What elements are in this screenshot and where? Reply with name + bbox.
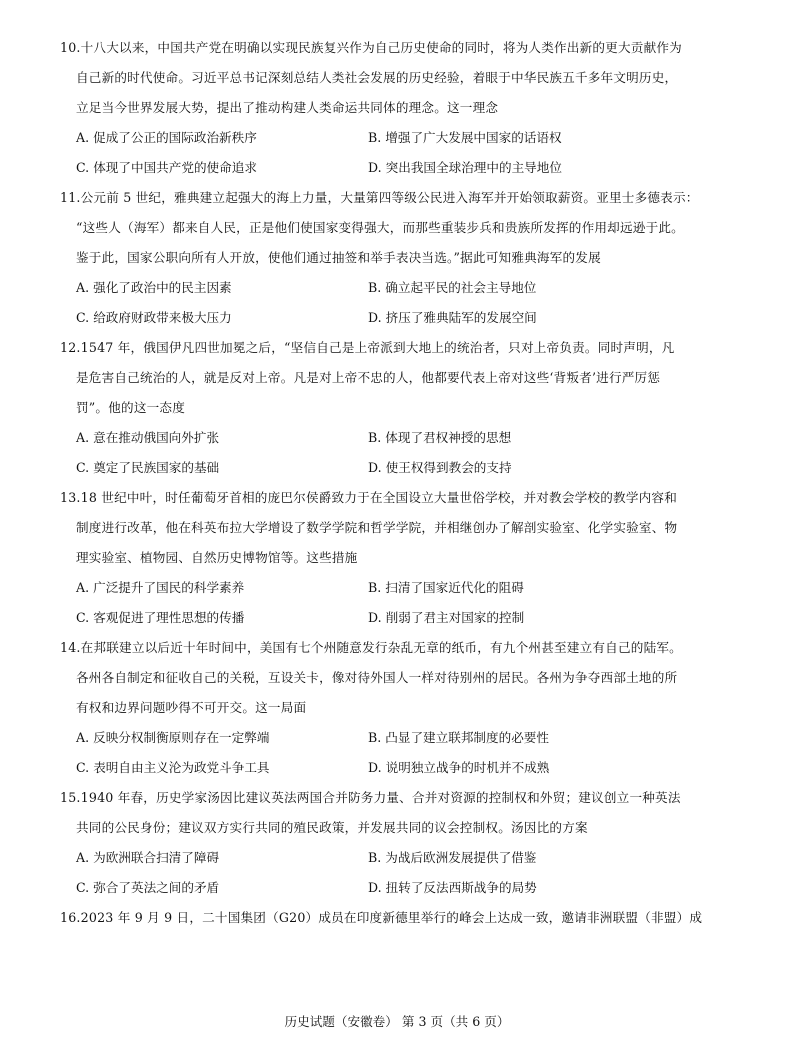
option-d[interactable]: D. 突出我国全球治理中的主导地位 — [368, 160, 562, 175]
option-d[interactable]: D. 挤压了雅典陆军的发展空间 — [368, 310, 537, 325]
question-line: 共同的公民身份；建议双方实行共同的殖民政策，并发展共同的议会控制权。汤因比的方案 — [76, 820, 588, 835]
option-b[interactable]: B. 增强了广大发展中国家的话语权 — [368, 130, 562, 145]
question-line: 1940 年春，历史学家汤因比建议英法两国合并防务力量、合并对资源的控制权和外贸；建议创立一种英法 — [80, 790, 681, 805]
option-b[interactable]: B. 体现了君权神授的思想 — [368, 430, 512, 445]
option-d[interactable]: D. 扭转了反法西斯战争的局势 — [368, 880, 537, 895]
question-line: 2023 年 9 月 9 日，二十国集团（G20）成员在印度新德里举行的峰会上达成一致，邀请非洲联盟（非盟）成 — [80, 910, 703, 925]
question-line: 理实验室、植物园、自然历史博物馆等。这些措施 — [76, 550, 358, 565]
question-line: 有权和边界问题吵得不可开交。这一局面 — [76, 700, 307, 715]
option-c[interactable]: C. 客观促进了理性思想的传播 — [76, 610, 245, 625]
option-c[interactable]: C. 给政府财政带来极大压力 — [76, 310, 232, 325]
option-a[interactable]: A. 强化了政治中的民主因素 — [76, 280, 232, 295]
question-line: 罚”。他的这一态度 — [76, 400, 185, 415]
question-line: 1547 年，俄国伊凡四世加冕之后，“坚信自己是上帝派到大地上的统治者，只对上帝负责。同时声明，凡 — [80, 340, 675, 355]
options — [60, 123, 740, 183]
question-12 — [60, 333, 740, 483]
question-15 — [60, 783, 740, 903]
option-c[interactable]: C. 表明自由主义沦为政党斗争工具 — [76, 760, 270, 775]
question-line: 公元前 5 世纪，雅典建立起强大的海上力量，大量第四等级公民进入海军并开始领取薪资。亚里士多德表示： — [80, 190, 699, 205]
question-14 — [60, 633, 740, 783]
options — [60, 273, 740, 333]
question-number: 12. — [60, 340, 81, 355]
question-16 — [60, 903, 740, 933]
option-d[interactable]: D. 说明独立战争的时机并不成熟 — [368, 760, 550, 775]
question-number: 15. — [60, 790, 81, 805]
option-b[interactable]: B. 确立起平民的社会主导地位 — [368, 280, 537, 295]
option-d[interactable]: D. 使王权得到教会的支持 — [368, 460, 512, 475]
question-line: 在邦联建立以后近十年时间中，美国有七个州随意发行杂乱无章的纸币，有九个州甚至建立有自己的陆军。 — [80, 640, 682, 655]
option-c[interactable]: C. 体现了中国共产党的使命追求 — [76, 160, 257, 175]
question-line: 立足当今世界发展大势，提出了推动构建人类命运共同体的理念。这一理念 — [76, 100, 499, 115]
option-d[interactable]: D. 削弱了君主对国家的控制 — [368, 610, 525, 625]
question-line: “这些人（海军）都来自人民，正是他们使国家变得强大，而那些重装步兵和贵族所发挥的作用却远逊于此。 — [76, 220, 684, 235]
question-line: 十八大以来，中国共产党在明确以实现民族复兴作为自己历史使命的同时，将为人类作出新的更大贡献作为 — [80, 40, 682, 55]
exam-page — [60, 33, 740, 933]
option-a[interactable]: A. 意在推动俄国向外扩张 — [76, 430, 220, 445]
question-11 — [60, 183, 740, 333]
option-c[interactable]: C. 奠定了民族国家的基础 — [76, 460, 220, 475]
question-number: 13. — [60, 490, 81, 505]
option-b[interactable]: B. 凸显了建立联邦制度的必要性 — [368, 730, 549, 745]
question-13 — [60, 483, 740, 633]
question-number: 10. — [60, 40, 81, 55]
question-number: 11. — [60, 190, 81, 205]
option-b[interactable]: B. 扫清了国家近代化的阻碍 — [368, 580, 524, 595]
option-c[interactable]: C. 弥合了英法之间的矛盾 — [76, 880, 220, 895]
option-a[interactable]: A. 反映分权制衡原则存在一定弊端 — [76, 730, 270, 745]
option-a[interactable]: A. 促成了公正的国际政治新秩序 — [76, 130, 257, 145]
options — [60, 573, 740, 633]
question-line: 各州各自制定和征收自己的关税，互设关卡，像对待外国人一样对待别州的居民。各州为争夺西部土地的所 — [76, 670, 678, 685]
options — [60, 843, 740, 903]
question-line: 制度进行改革，他在科英布拉大学增设了数学学院和哲学学院，并相继创办了解剖实验室、化学实验室、物 — [76, 520, 678, 535]
option-b[interactable]: B. 为战后欧洲发展提供了借鉴 — [368, 850, 537, 865]
question-number: 16. — [60, 910, 81, 925]
question-line: 是危害自己统治的人，就是反对上帝。凡是对上帝不忠的人，他都要代表上帝对这些‘背叛者’进行严厉惩 — [76, 370, 661, 385]
option-a[interactable]: A. 为欧洲联合扫清了障碍 — [76, 850, 220, 865]
question-line: 自己新的时代使命。习近平总书记深刻总结人类社会发展的历史经验，着眼于中华民族五千多年文明历史， — [76, 70, 678, 85]
options — [60, 723, 740, 783]
question-number: 14. — [60, 640, 81, 655]
question-line: 鉴于此，国家公职向所有人开放，使他们通过抽签和举手表决当选。”据此可知雅典海军的发展 — [76, 250, 601, 265]
options — [60, 423, 740, 483]
option-a[interactable]: A. 广泛提升了国民的科学素养 — [76, 580, 245, 595]
page-footer: 历史试题（安徽卷） 第 3 页（共 6 页） — [284, 1014, 510, 1029]
question-line: 18 世纪中叶，时任葡萄牙首相的庞巴尔侯爵致力于在全国设立大量世俗学校，并对教会学校的教学内容和 — [80, 490, 677, 505]
question-10 — [60, 33, 740, 183]
